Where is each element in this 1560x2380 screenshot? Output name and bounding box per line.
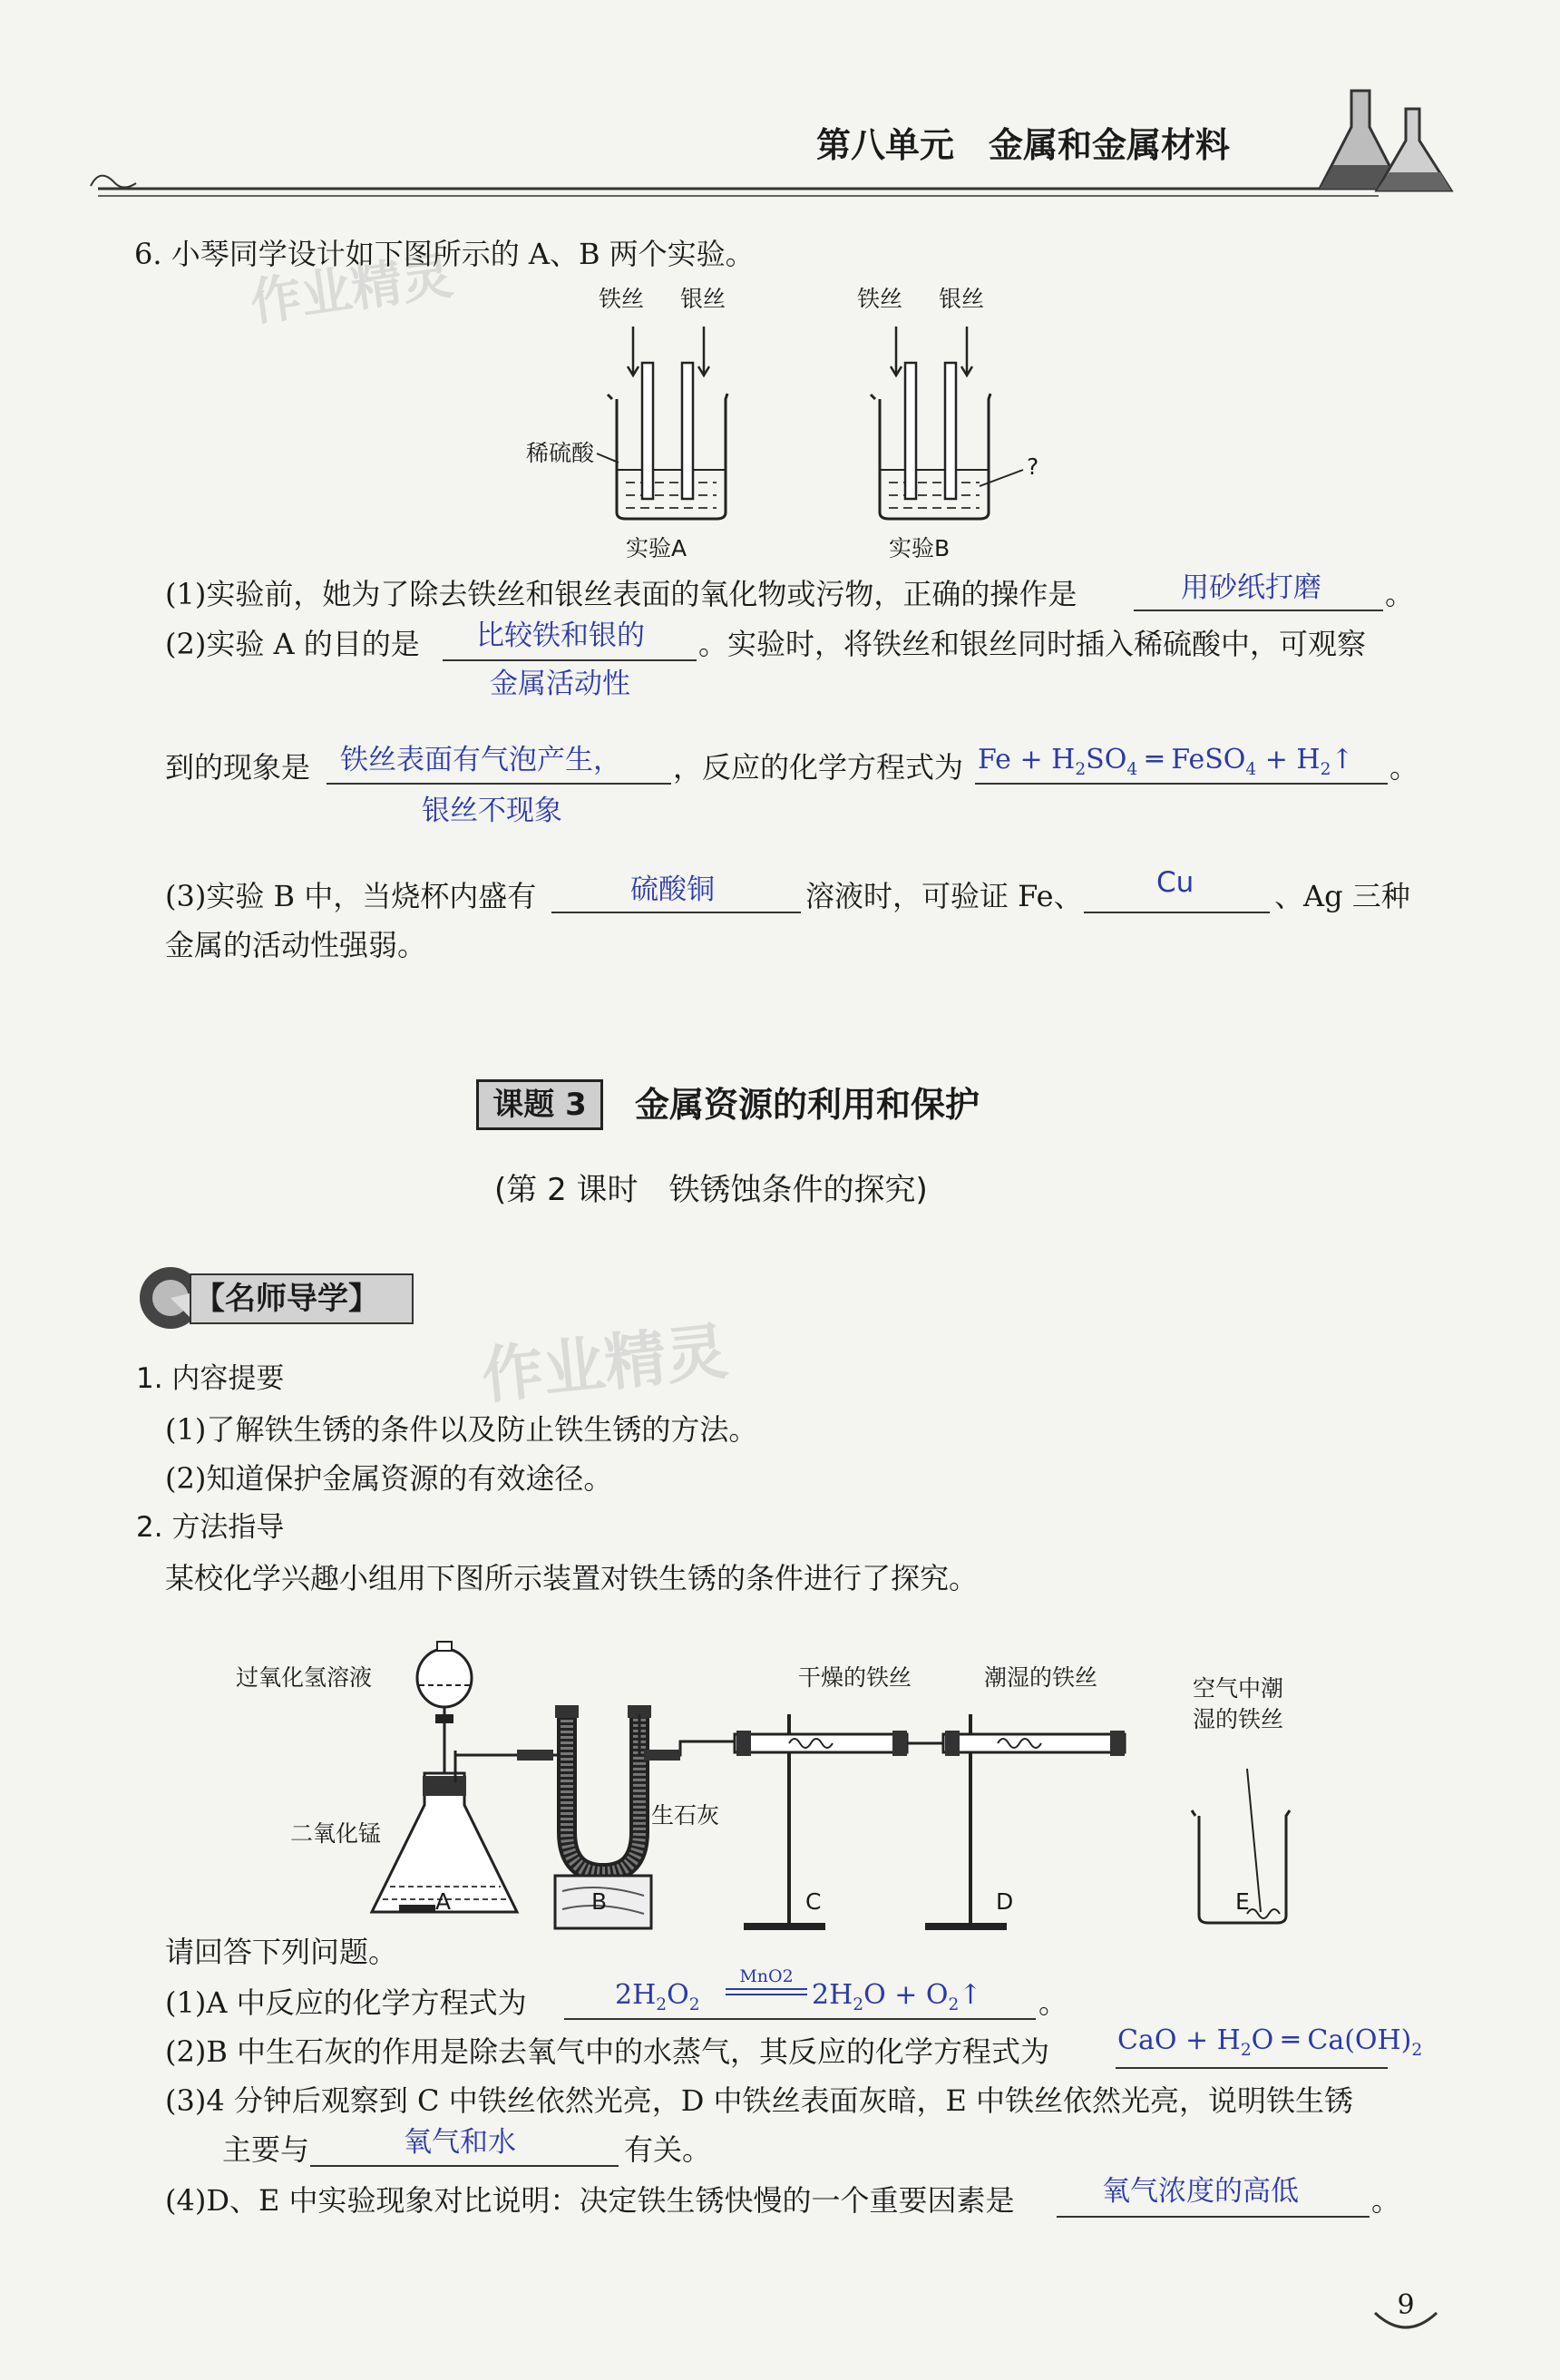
q6-p2b-prefix: 到的现象是	[165, 750, 311, 785]
q3-suffix: 有关。	[624, 2132, 712, 2167]
q3-line1: (3)4 分钟后观察到 C 中铁丝依然光亮，D 中铁丝表面灰暗，E 中铁丝依然光亮，说明铁生锈	[165, 2083, 1354, 2118]
q6-p2-suffix: 。实验时，将铁丝和银丝同时插入稀硫酸中，可观察	[698, 627, 1367, 661]
flask-decoration-icon	[1315, 82, 1460, 200]
q6-p1-answer: 用砂纸打磨	[1181, 571, 1321, 604]
lesson-tag-text: 课题 3	[492, 1087, 587, 1123]
label-c: C	[805, 1888, 822, 1915]
guide-h1-item1: (1)了解铁生锈的条件以及防止铁生锈的方法。	[165, 1412, 758, 1447]
q1-answer: $2H_2O_2$	[615, 1979, 700, 2014]
q6-p2b-mid: ，反应的化学方程式为	[673, 750, 964, 785]
q6-p2-answer-line1: 比较铁和银的	[476, 619, 645, 652]
q6-p3-blank2	[1084, 912, 1270, 913]
label-e: E	[1235, 1888, 1250, 1915]
u-tube	[567, 1714, 639, 1873]
guide-banner	[136, 1263, 417, 1332]
question-mark-label: ?	[1027, 454, 1039, 480]
q6-p1-text: (1)实验前，她为了除去铁丝和银丝表面的氧化物或污物，正确的操作是	[165, 577, 1077, 611]
air-wire-label-2: 湿的铁丝	[1193, 1706, 1284, 1732]
q4-answer: 氧气浓度的高低	[1102, 2175, 1299, 2208]
page-number-badge	[1370, 2286, 1442, 2340]
lesson-title: 金属资源的利用和保护	[635, 1085, 980, 1125]
q6-p2b-end: 。	[1389, 750, 1419, 785]
beaker-b	[871, 394, 990, 519]
guide-banner-text: 【名师导学】	[194, 1281, 379, 1317]
silver-wire-b	[945, 363, 956, 499]
q3-blank	[310, 2165, 619, 2167]
mno2-label: 二氧化锰	[290, 1820, 382, 1847]
label-a: A	[435, 1888, 452, 1915]
q6-p3-prefix: (3)实验 B 中，当烧杯内盛有	[165, 879, 537, 913]
q4-prefix: (4)D、E 中实验现象对比说明：决定铁生锈快慢的一个重要因素是	[165, 2183, 1015, 2218]
q6-p3-answer2: Cu	[1156, 866, 1194, 899]
q6-p3-suffix: 、Ag 三种	[1274, 879, 1410, 913]
separatory-funnel	[417, 1649, 472, 1707]
caption-experiment-b: 实验B	[889, 535, 951, 561]
questions-intro: 请回答下列问题。	[165, 1935, 398, 1969]
q6-p2b-answer-line1: 铁丝表面有气泡产生，	[340, 744, 621, 776]
watermark-2: 作业精灵	[478, 1315, 732, 1413]
q1-answer-products: $2H_2O$ + $O_2↑$	[812, 1979, 982, 2014]
q6-equation-answer: $Fe + H_2SO_4$ ═ FeSO$_4$ + $H_2↑$	[978, 744, 1354, 779]
q6-p1-blank	[1134, 610, 1383, 611]
figure-rust-apparatus	[218, 1624, 1342, 1932]
beaker-a	[608, 394, 727, 519]
q6-p3-answer1: 硫酸铜	[630, 873, 715, 906]
q6-p3-mid: 溶液时，可验证 Fe、	[805, 879, 1083, 913]
watermark-1: 作业精灵	[247, 246, 457, 334]
quicklime-label: 生石灰	[651, 1802, 720, 1829]
q3-prefix: 主要与	[222, 2132, 310, 2167]
label-b: B	[591, 1888, 608, 1915]
guide-h2: 2. 方法指导	[136, 1511, 285, 1544]
header-title: 第八单元 金属和金属材料	[816, 124, 1231, 165]
wet-wire-label: 潮湿的铁丝	[984, 1664, 1098, 1691]
q2-answer: CaO + $H_2O$ ═ $Ca(OH)_2$	[1117, 2024, 1423, 2060]
q6-p2b-blank	[327, 783, 671, 785]
q6-p2-prefix: (2)实验 A 的目的是	[165, 627, 420, 661]
lesson-tag	[476, 1079, 603, 1130]
q6-equation-blank	[975, 783, 1388, 785]
caption-experiment-a: 实验A	[626, 535, 687, 561]
acid-label: 稀硫酸	[526, 440, 595, 466]
q1-catalyst-label: MnO2	[739, 1966, 794, 1986]
guide-h1-item2: (2)知道保护金属资源的有效途径。	[165, 1461, 613, 1496]
page-number: 9	[1397, 2289, 1415, 2321]
q1-end: 。	[1038, 1985, 1068, 2020]
q3-answer: 氧气和水	[404, 2126, 516, 2159]
iron-wire-b	[905, 363, 916, 499]
figure-experiment-ab	[490, 272, 1088, 571]
q4-end: 。	[1371, 2183, 1401, 2218]
h2o2-label: 过氧化氢溶液	[236, 1664, 373, 1691]
q6-p3-blank1	[551, 912, 801, 913]
q1-catalyst	[726, 1966, 807, 1995]
q6-stem: 6. 小琴同学设计如下图所示的 A、B 两个实验。	[134, 237, 755, 271]
iron-wire-a	[642, 363, 653, 499]
silver-label-b: 银丝	[939, 286, 985, 312]
page-header	[0, 0, 1560, 209]
q1-blank	[564, 2018, 1036, 2020]
q1-prefix: (1)A 中反应的化学方程式为	[165, 1985, 527, 2020]
guide-h1: 1. 内容提要	[136, 1362, 285, 1395]
iron-label-b: 铁丝	[857, 286, 903, 312]
silver-label-a: 银丝	[680, 286, 726, 312]
air-wire-label-1: 空气中潮	[1193, 1675, 1284, 1702]
q6-p1-end: 。	[1385, 577, 1415, 611]
guide-h2-text: 某校化学兴趣小组用下图所示装置对铁生锈的条件进行了探究。	[165, 1561, 979, 1595]
q2-prefix: (2)B 中生石灰的作用是除去氧气中的水蒸气，其反应的化学方程式为	[165, 2034, 1050, 2069]
q6-p3-line2: 金属的活动性强弱。	[165, 928, 427, 962]
q4-blank	[1057, 2216, 1370, 2218]
label-d: D	[996, 1888, 1014, 1915]
lesson-subtitle: (第 2 课时 铁锈蚀条件的探究)	[494, 1172, 928, 1208]
q2-blank	[1116, 2067, 1388, 2069]
silver-wire-a	[682, 363, 693, 499]
q6-p2-answer-line2: 金属活动性	[490, 668, 630, 700]
iron-label-a: 铁丝	[599, 286, 645, 312]
dry-wire-label: 干燥的铁丝	[798, 1664, 912, 1691]
tube-d	[943, 1734, 1125, 1752]
q6-p2b-answer-line2: 银丝不现象	[422, 795, 562, 827]
